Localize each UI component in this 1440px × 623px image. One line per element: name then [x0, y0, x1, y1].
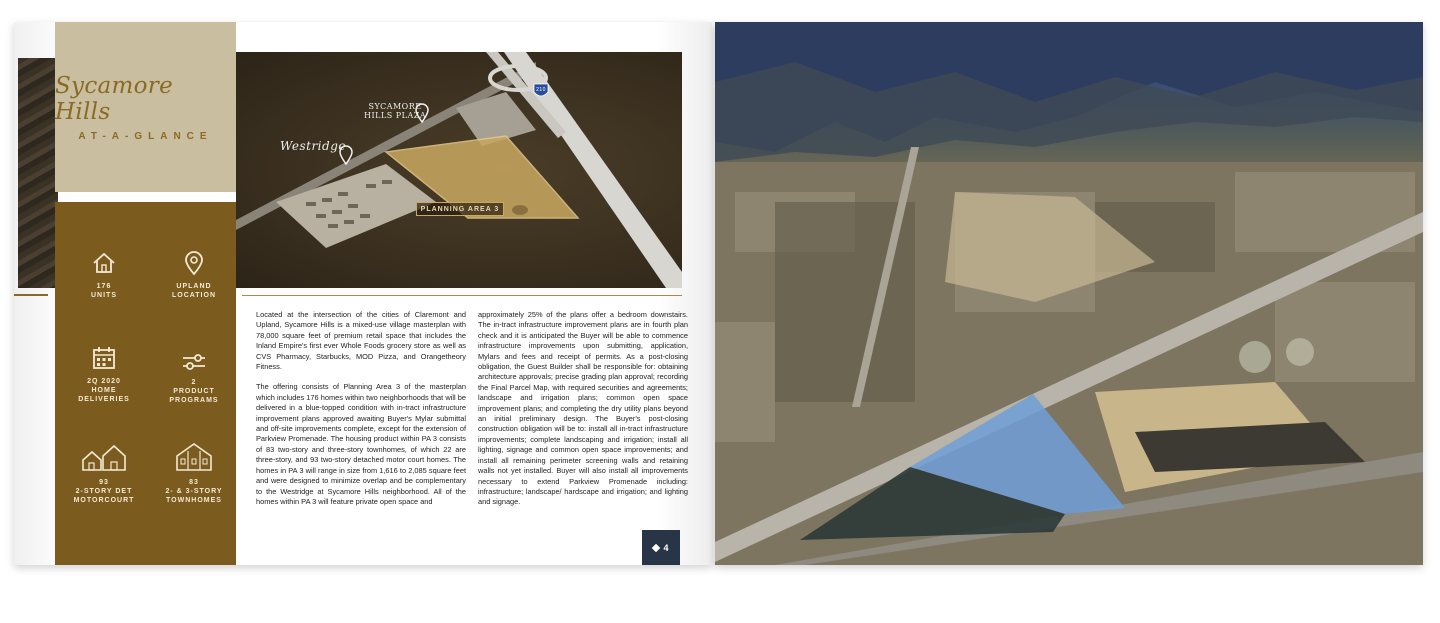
body-column-1 — [256, 310, 466, 507]
planning-area-label: PLANNING AREA 3 — [416, 202, 504, 216]
map-pin-icon — [181, 250, 207, 276]
body-column-2 — [478, 310, 688, 508]
aerial-photo-page — [715, 22, 1423, 565]
site-map — [236, 52, 682, 288]
stat-townhomes-text: 83 2- & 3-STORY TOWNHOMES — [165, 479, 223, 504]
townhome-icon — [174, 442, 214, 472]
freeway-shield-number: 210 — [536, 87, 546, 93]
brochure-subtitle: AT-A-GLANCE — [78, 130, 213, 142]
site-map-drawing — [236, 52, 682, 288]
stat-motorcourt-text: 93 2-STORY DET MOTORCOURT — [73, 479, 135, 504]
brochure-title: Sycamore Hills — [55, 72, 174, 125]
stat-programs — [149, 352, 239, 405]
body-paragraph: approximately 25% of the plans offer a bedroom downstairs. The in-tract infrastructure improvement plans are in fourth plan check and it is anticipated the Buyer will be able to commence infrastructure improvements upon submitting, application, Mylars and fees and receipt of permits. As a post-closing obligation, the Guest Builder shall be responsible for: obtaining architecture approvals; precise grading plan approval; recording the Final Parcel Map, with required securities and agreements; landscape and irrigation plans; common open space improvement plans; and completing the dry utility plans beyond an initial preliminary design. The Buyer's post-closing construction obligation will be to: install all in-tract infrastructure improvements; complete landscaping and irrigation; install all lighting, signage and common open space improvements; and install all remaining perimeter screening walls and retaining walls not yet installed. Buyer will also install all improvements necessary to extend Parkview Promenade including: infrastructure; landscape/ hardscape and irrigation; and lighting and signage. — [478, 310, 688, 507]
westridge-label: Westridge — [280, 139, 346, 153]
diamond-icon — [652, 543, 660, 551]
stats-panel — [55, 202, 236, 565]
stat-townhomes — [149, 442, 239, 505]
sliders-icon — [181, 352, 207, 372]
left-divider-rule — [14, 294, 48, 296]
stat-location — [149, 250, 239, 300]
body-paragraph: Located at the intersection of the cities of Claremont and Upland, Sycamore Hills is a mixed-use village masterplan with 78,000 square feet of premium retail space that includes the Inland Empire's first ever Whole Foods grocery store as well as CVS Pharmacy, Starbucks, MOD Pizza, and Orangetheory Fitness. — [256, 310, 466, 372]
stat-programs-text: 2 PRODUCT PROGRAMS — [169, 379, 219, 404]
stat-deliveries-text: 2Q 2020 HOME DELIVERIES — [78, 378, 130, 403]
stat-units-text: 176 UNITS — [91, 283, 117, 299]
stat-motorcourt — [59, 444, 149, 505]
stat-units — [59, 250, 149, 300]
content-divider — [242, 295, 682, 296]
body-paragraph: The offering consists of Planning Area 3 of the masterplan which includes 176 homes within two neighborhoods that will be delivered in a blue-topped condition with in-tract infrastructure improvement plans approved awaiting Buyer's Mylar submittal and off-site improvements complete, except for the extension of Parkview Promenade. The housing product within PA 3 consists of 83 two-story and three-story townhomes, of which 22 are three-story, and 93 two-story detached motor court homes. The homes in PA 3 will range in size from 1,616 to 2,085 square feet and were designed to minimize overlap and be complementary to the Westridge at Sycamore Hills neighborhood. All of the homes within PA 3 will feature private open space and — [256, 382, 466, 506]
calendar-icon — [91, 345, 117, 371]
title-box — [55, 22, 236, 192]
aerial-photo — [715, 22, 1423, 565]
stat-deliveries — [59, 345, 149, 404]
brochure-left-page — [14, 22, 712, 565]
stat-location-text: UPLAND LOCATION — [171, 283, 217, 299]
page-number-badge — [642, 530, 680, 565]
page-number: 4 — [663, 542, 669, 553]
previous-page-photo-edge — [18, 58, 58, 288]
two-houses-icon — [81, 444, 127, 472]
plaza-label: SYCAMORE HILLS PLAZA — [364, 102, 427, 120]
house-icon — [91, 250, 117, 276]
